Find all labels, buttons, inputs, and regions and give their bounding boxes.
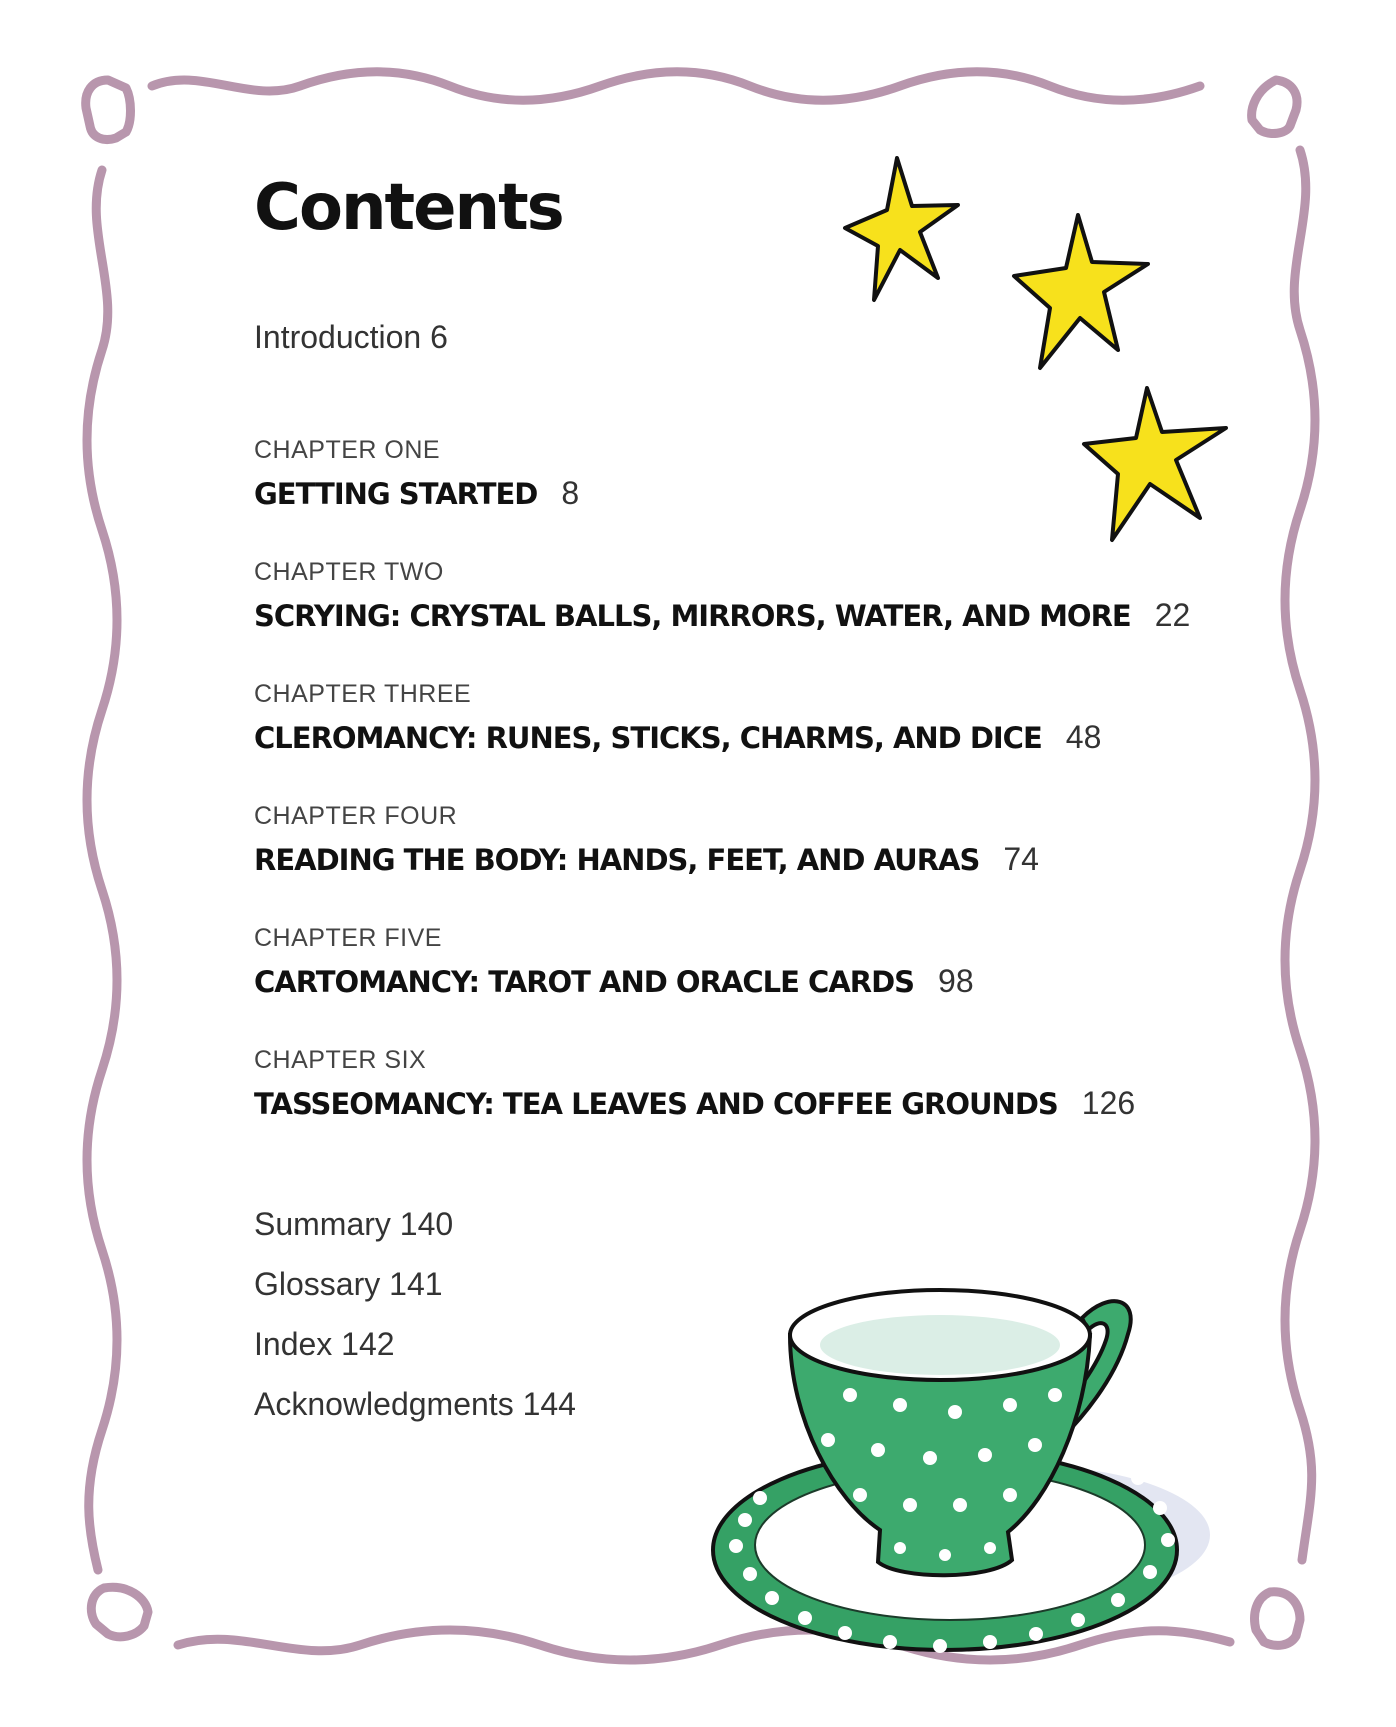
chapter-label: CHAPTER FIVE — [254, 924, 442, 952]
stars-cluster — [845, 158, 1226, 540]
chapter-label: CHAPTER TWO — [254, 558, 444, 586]
chapter-title: READING THE BODY: HANDS, FEET, AND AURAS — [254, 843, 980, 877]
corner-top-left — [86, 80, 131, 140]
chapter-label: CHAPTER ONE — [254, 436, 441, 464]
chapter-page-number: 8 — [561, 475, 580, 511]
chapter-page-number: 48 — [1065, 719, 1102, 755]
chapter-label: CHAPTER SIX — [254, 1046, 427, 1074]
chapter-page-number: 74 — [1003, 841, 1039, 877]
chapter-page-number: 98 — [938, 963, 974, 999]
toc-acknowledgments[interactable]: Acknowledgments 144 — [254, 1386, 576, 1422]
chapter-title: SCRYING: CRYSTAL BALLS, MIRRORS, WATER, AND MORE — [254, 599, 1131, 633]
toc-chapter-two[interactable] — [254, 560, 1190, 631]
toc-introduction[interactable]: Introduction 6 — [254, 319, 448, 355]
chapter-title: TASSEOMANCY: TEA LEAVES AND COFFEE GROUNDS — [254, 1087, 1058, 1121]
border-left — [87, 170, 117, 1570]
border-top — [152, 72, 1200, 101]
corner-bottom-left — [91, 1587, 148, 1637]
border-right — [1285, 150, 1315, 1560]
star-icon — [1084, 388, 1226, 540]
toc-index[interactable]: Index 142 — [254, 1326, 395, 1362]
chapter-label: CHAPTER FOUR — [254, 802, 458, 830]
toc-chapter-one[interactable] — [254, 438, 579, 509]
star-icon — [1014, 215, 1148, 368]
page-title: Contents — [254, 171, 563, 245]
cup-liquid — [820, 1315, 1060, 1375]
toc-chapter-four[interactable] — [254, 804, 1039, 875]
toc-glossary[interactable]: Glossary 141 — [254, 1266, 443, 1302]
toc-summary[interactable]: Summary 140 — [254, 1206, 454, 1242]
toc-chapter-five[interactable] — [254, 926, 974, 997]
chapter-label: CHAPTER THREE — [254, 680, 472, 708]
chapter-title: GETTING STARTED — [254, 477, 538, 511]
corner-top-right — [1252, 80, 1297, 133]
chapter-page-number: 126 — [1081, 1085, 1136, 1121]
chapter-page-number: 22 — [1154, 597, 1191, 633]
toc-chapter-three[interactable] — [254, 682, 1101, 753]
star-icon — [845, 158, 958, 300]
teacup-illustration — [713, 1290, 1210, 1653]
toc-chapter-six[interactable] — [254, 1048, 1135, 1119]
chapter-title: CLEROMANCY: RUNES, STICKS, CHARMS, AND DICE — [254, 721, 1042, 755]
corner-bottom-right — [1255, 1592, 1300, 1646]
chapter-title: CARTOMANCY: TAROT AND ORACLE CARDS — [254, 965, 915, 999]
